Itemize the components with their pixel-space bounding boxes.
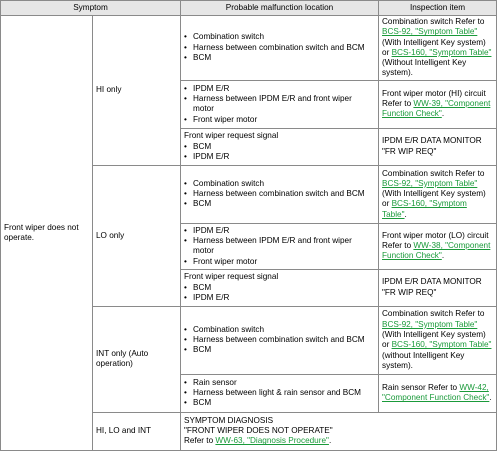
location-item: • BCM (184, 199, 375, 209)
location-item: • IPDM E/R (184, 226, 375, 236)
location-list (184, 226, 375, 267)
reference-link[interactable]: BCS-92, "Symptom Table" (382, 27, 478, 37)
inspection-text: . (441, 109, 445, 119)
inspection-text: Front wiper motor (LO) circuit Refer to (382, 230, 489, 251)
inspection-text: . (489, 393, 492, 403)
inspection-text: IPDM E/R DATA MONITOR "FR WIP REQ" (382, 277, 482, 297)
location-cell (181, 374, 379, 412)
location-cell (181, 223, 379, 269)
location-list (184, 32, 375, 63)
location-item: • Harness between IPDM E/R and front wiper motor (184, 236, 375, 257)
location-item: • Harness between combination switch and BCM (184, 43, 375, 53)
location-list (184, 84, 375, 125)
location-item: • Combination switch (184, 179, 375, 189)
location-list (184, 142, 375, 163)
inspection-text: (Without Intelligent Key system). (382, 58, 467, 78)
diagnosis-refer: Refer to (184, 436, 216, 446)
inspection-text: . (404, 209, 407, 219)
location-item: • Harness between light & rain sensor and BCM (184, 388, 375, 398)
reference-link[interactable]: BCS-92, "Symptom Table" (382, 178, 478, 188)
inspection-cell (379, 80, 497, 128)
location-item: • IPDM E/R (184, 152, 375, 162)
diagnosis-link[interactable]: WW-63, "Diagnosis Procedure" (215, 436, 329, 446)
location-item: • Harness between combination switch and BCM (184, 189, 375, 199)
location-cell (181, 269, 379, 306)
inspection-text: (without Intelligent Key system). (382, 350, 465, 370)
location-item: • BCM (184, 53, 375, 63)
location-cell (181, 16, 379, 81)
location-item: • Front wiper motor (184, 257, 375, 267)
reference-link[interactable]: WW-39, "Component Function Check" (382, 99, 491, 119)
inspection-text: (With Intelligent Key system) or (382, 329, 486, 350)
diagnosis-title: SYMPTOM DIAGNOSIS (184, 415, 274, 425)
location-item: • Combination switch (184, 32, 375, 42)
inspection-text: IPDM E/R DATA MONITOR "FR WIP REQ" (382, 136, 482, 156)
reference-link[interactable]: WW-38, "Component Function Check" (382, 241, 491, 261)
reference-link[interactable]: BCS-92, "Symptom Table" (382, 319, 478, 329)
location-list (184, 325, 375, 356)
inspection-text: Front wiper motor (HI) circuit Refer to (382, 88, 486, 109)
diagnosis-cell (181, 412, 497, 450)
location-item: • Rain sensor (184, 378, 375, 388)
location-item: • IPDM E/R (184, 84, 375, 94)
inspection-text: Rain sensor Refer to (382, 382, 460, 392)
location-list (184, 378, 375, 409)
symptom-cell: Front wiper does not operate. (1, 16, 93, 451)
inspection-header: Inspection item (379, 1, 497, 16)
location-cell (181, 165, 379, 223)
inspection-text: Combination switch Refer to (382, 309, 485, 319)
location-item: • Harness between IPDM E/R and front wiper motor (184, 94, 375, 115)
inspection-cell (379, 223, 497, 269)
location-heading: Front wiper request signal (184, 131, 279, 141)
symptom-header: Symptom (1, 1, 181, 16)
location-item: • BCM (184, 345, 375, 355)
location-item: • Harness between combination switch and BCM (184, 335, 375, 345)
mode-all: HI, LO and INT (93, 412, 181, 450)
table-row (1, 16, 497, 81)
location-cell (181, 306, 379, 374)
location-item: • BCM (184, 142, 375, 152)
inspection-text: . (441, 251, 445, 261)
inspection-cell (379, 269, 497, 306)
location-list (184, 179, 375, 210)
location-cell (181, 128, 379, 165)
inspection-text: Combination switch Refer to (382, 168, 485, 178)
reference-link[interactable]: BCS-160, "Symptom Table" (391, 340, 492, 350)
mode-lo: LO only (93, 165, 181, 306)
inspection-cell (379, 16, 497, 81)
inspection-cell (379, 306, 497, 374)
location-item: • IPDM E/R (184, 293, 375, 303)
table-header-row (1, 1, 497, 16)
location-item: • BCM (184, 283, 375, 293)
inspection-text: (With Intelligent Key system) or (382, 189, 486, 209)
reference-link[interactable]: BCS-160, "Symptom Table" (382, 199, 467, 219)
location-item: • Combination switch (184, 325, 375, 335)
location-cell (181, 80, 379, 128)
mode-int: INT only (Auto operation) (93, 306, 181, 412)
location-item: • Front wiper motor (184, 115, 375, 125)
location-heading: Front wiper request signal (184, 272, 279, 282)
diagnosis-symptom: "FRONT WIPER DOES NOT OPERATE" (184, 426, 333, 436)
location-item: • BCM (184, 398, 375, 408)
diagnosis-end: . (328, 436, 332, 446)
mode-hi: HI only (93, 16, 181, 166)
inspection-text: Combination switch Refer to (382, 17, 485, 26)
inspection-cell (379, 374, 497, 412)
inspection-cell (379, 128, 497, 165)
inspection-cell (379, 165, 497, 223)
reference-link[interactable]: WW-42, "Component Function Check" (382, 382, 490, 403)
reference-link[interactable]: BCS-160, "Symptom Table" (391, 47, 492, 57)
location-header: Probable malfunction location (181, 1, 379, 16)
inspection-text: (With Intelligent Key system) or (382, 37, 486, 57)
location-list (184, 283, 375, 304)
